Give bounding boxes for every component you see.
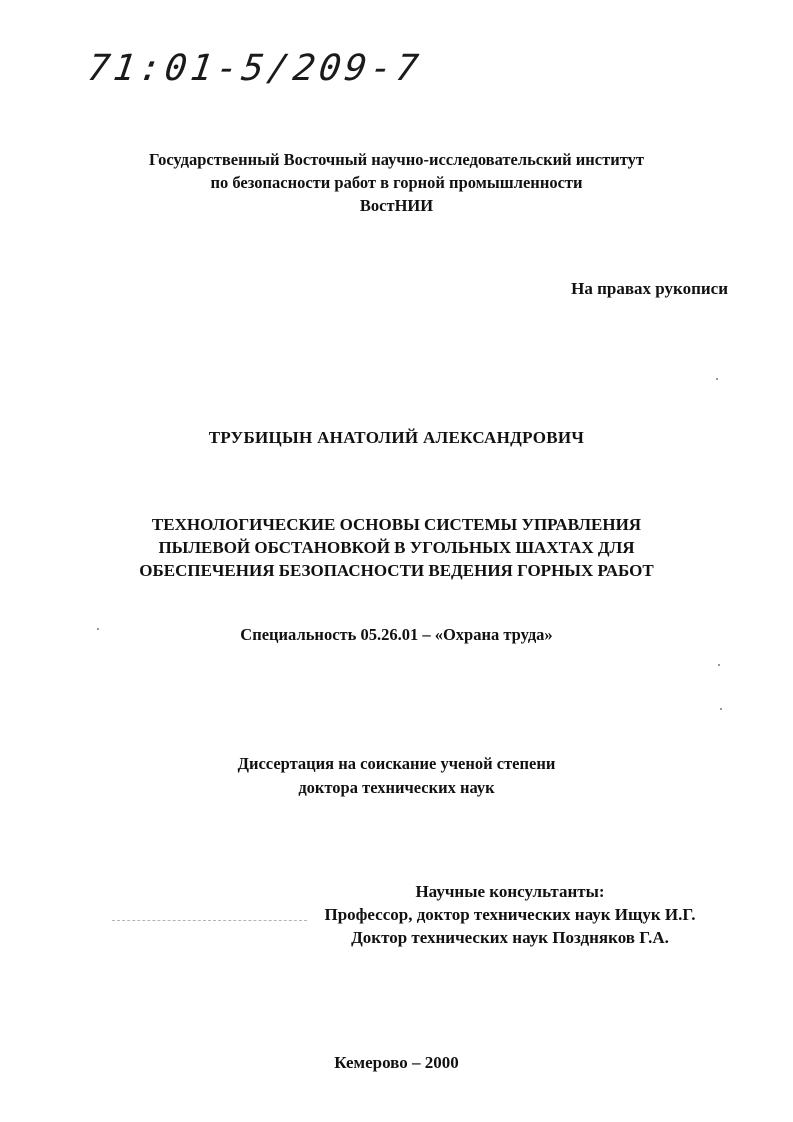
consultants-heading: Научные консультанты: bbox=[415, 882, 605, 901]
title-line-3: ОБЕСПЕЧЕНИЯ БЕЗОПАСНОСТИ ВЕДЕНИЯ ГОРНЫХ РАБОТ bbox=[139, 561, 654, 580]
scan-speck bbox=[97, 628, 99, 630]
dissertation-title bbox=[0, 513, 793, 582]
scan-artifact-line bbox=[112, 920, 307, 921]
degree-statement bbox=[0, 752, 793, 800]
consultant-1: Профессор, доктор технических наук Ищук И.Г. bbox=[324, 905, 696, 924]
author-name: ТРУБИЦЫН АНАТОЛИЙ АЛЕКСАНДРОВИЧ bbox=[208, 428, 585, 447]
institute-line-1: Государственный Восточный научно-исследовательский институт bbox=[149, 150, 644, 169]
consultants-block bbox=[290, 880, 730, 949]
institute-line-2: по безопасности работ в горной промышленности bbox=[210, 173, 583, 192]
degree-line-1: Диссертация на соискание ученой степени bbox=[237, 754, 556, 773]
consultant-2: Доктор технических наук Поздняков Г.А. bbox=[351, 928, 669, 947]
degree-line-2: доктора технических наук bbox=[298, 778, 495, 797]
title-line-2: ПЫЛЕВОЙ ОБСТАНОВКОЙ В УГОЛЬНЫХ ШАХТАХ ДЛЯ bbox=[158, 538, 635, 557]
city-and-year: Кемерово – 2000 bbox=[334, 1053, 459, 1072]
institute-abbreviation: ВостНИИ bbox=[359, 196, 434, 215]
scan-speck bbox=[718, 664, 720, 666]
scan-speck bbox=[720, 708, 722, 710]
institute-block bbox=[0, 148, 793, 217]
manuscript-rights-note: На правах рукописи bbox=[571, 279, 728, 298]
handwritten-archive-code: 71:01-5/209-7 bbox=[85, 48, 425, 89]
scan-speck bbox=[716, 378, 718, 380]
specialty-line: Специальность 05.26.01 – «Охрана труда» bbox=[240, 625, 553, 644]
title-line-1: ТЕХНОЛОГИЧЕСКИЕ ОСНОВЫ СИСТЕМЫ УПРАВЛЕНИЯ bbox=[151, 515, 642, 534]
